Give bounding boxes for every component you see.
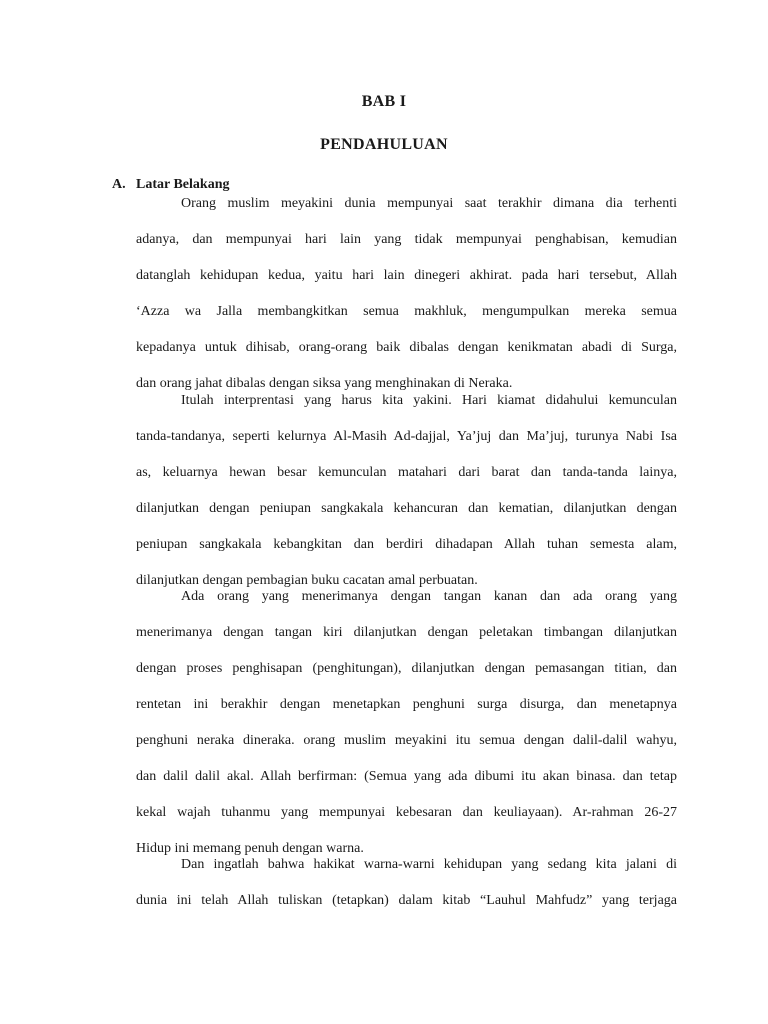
paragraph-line: tanda-tandanya, seperti kelurnya Al-Masih Ad-dajjal, Ya’juj dan Ma’juj, turunya Nabi Isa bbox=[136, 429, 677, 444]
paragraph-line: kepadanya untuk dihisab, orang-orang baik dibalas dengan kenikmatan abadi di Surga, bbox=[136, 340, 677, 355]
paragraph-line: Orang muslim meyakini dunia mempunyai saat terakhir dimana dia terhenti bbox=[181, 196, 677, 211]
paragraph-2 bbox=[136, 391, 677, 587]
paragraph-line: dan dalil dalil akal. Allah berfirman: (Semua yang ada dibumi itu akan binasa. dan tetap bbox=[136, 769, 677, 784]
paragraph-line: peniupan sangkakala kebangkitan dan berdiri dihadapan Allah tuhan semesta alam, bbox=[136, 537, 677, 552]
section-heading bbox=[112, 177, 229, 193]
paragraph-line: penghuni neraka dineraka. orang muslim meyakini itu semua dengan dalil-dalil wahyu, bbox=[136, 733, 677, 748]
paragraph-line: menerimanya dengan tangan kiri dilanjutkan dengan peletakan timbangan dilanjutkan bbox=[136, 625, 677, 640]
paragraph-4 bbox=[136, 855, 677, 927]
paragraph-line: Ada orang yang menerimanya dengan tangan kanan dan ada orang yang bbox=[181, 589, 677, 604]
paragraph-line: Hidup ini memang penuh dengan warna. bbox=[136, 841, 364, 856]
paragraph-line: dan orang jahat dibalas dengan siksa yang menghinakan di Neraka. bbox=[136, 376, 513, 391]
chapter-number: BAB I bbox=[361, 93, 407, 110]
paragraph-line: dilanjutkan dengan pembagian buku cacatan amal perbuatan. bbox=[136, 573, 478, 588]
paragraph-line: dunia ini telah Allah tuliskan (tetapkan) dalam kitab “Lauhul Mahfudz” yang terjaga bbox=[136, 893, 677, 908]
paragraph-line: Dan ingatlah bahwa hakikat warna-warni kehidupan yang sedang kita jalani di bbox=[181, 857, 677, 872]
paragraph-1 bbox=[136, 194, 677, 390]
paragraph-line: ‘Azza wa Jalla membangkitkan semua makhluk, mengumpulkan mereka semua bbox=[136, 304, 677, 319]
section-marker: A. bbox=[112, 177, 126, 192]
paragraph-line: dilanjutkan dengan peniupan sangkakala kehancuran dan kematian, dilanjutkan dengan bbox=[136, 501, 677, 516]
paragraph-line: Itulah interprentasi yang harus kita yakini. Hari kiamat didahului kemunculan bbox=[181, 393, 677, 408]
paragraph-line: rentetan ini berakhir dengan menetapkan penghuni surga disurga, dan menetapnya bbox=[136, 697, 677, 712]
paragraph-line: as, keluarnya hewan besar kemunculan matahari dari barat dan tanda-tanda lainya, bbox=[136, 465, 677, 480]
chapter-title: PENDAHULUAN bbox=[320, 136, 448, 153]
paragraph-line: adanya, dan mempunyai hari lain yang tidak mempunyai penghabisan, kemudian bbox=[136, 232, 677, 247]
paragraph-line: dengan proses penghisapan (penghitungan), dilanjutkan dengan pemasangan titian, dan bbox=[136, 661, 677, 676]
paragraph-3 bbox=[136, 587, 677, 855]
section-title: Latar Belakang bbox=[136, 177, 230, 192]
paragraph-line: datanglah kehidupan kedua, yaitu hari lain dinegeri akhirat. pada hari tersebut, Allah bbox=[136, 268, 677, 283]
paragraph-line: kekal wajah tuhanmu yang mempunyai kebesaran dan keuliayaan). Ar-rahman 26-27 bbox=[136, 805, 677, 820]
